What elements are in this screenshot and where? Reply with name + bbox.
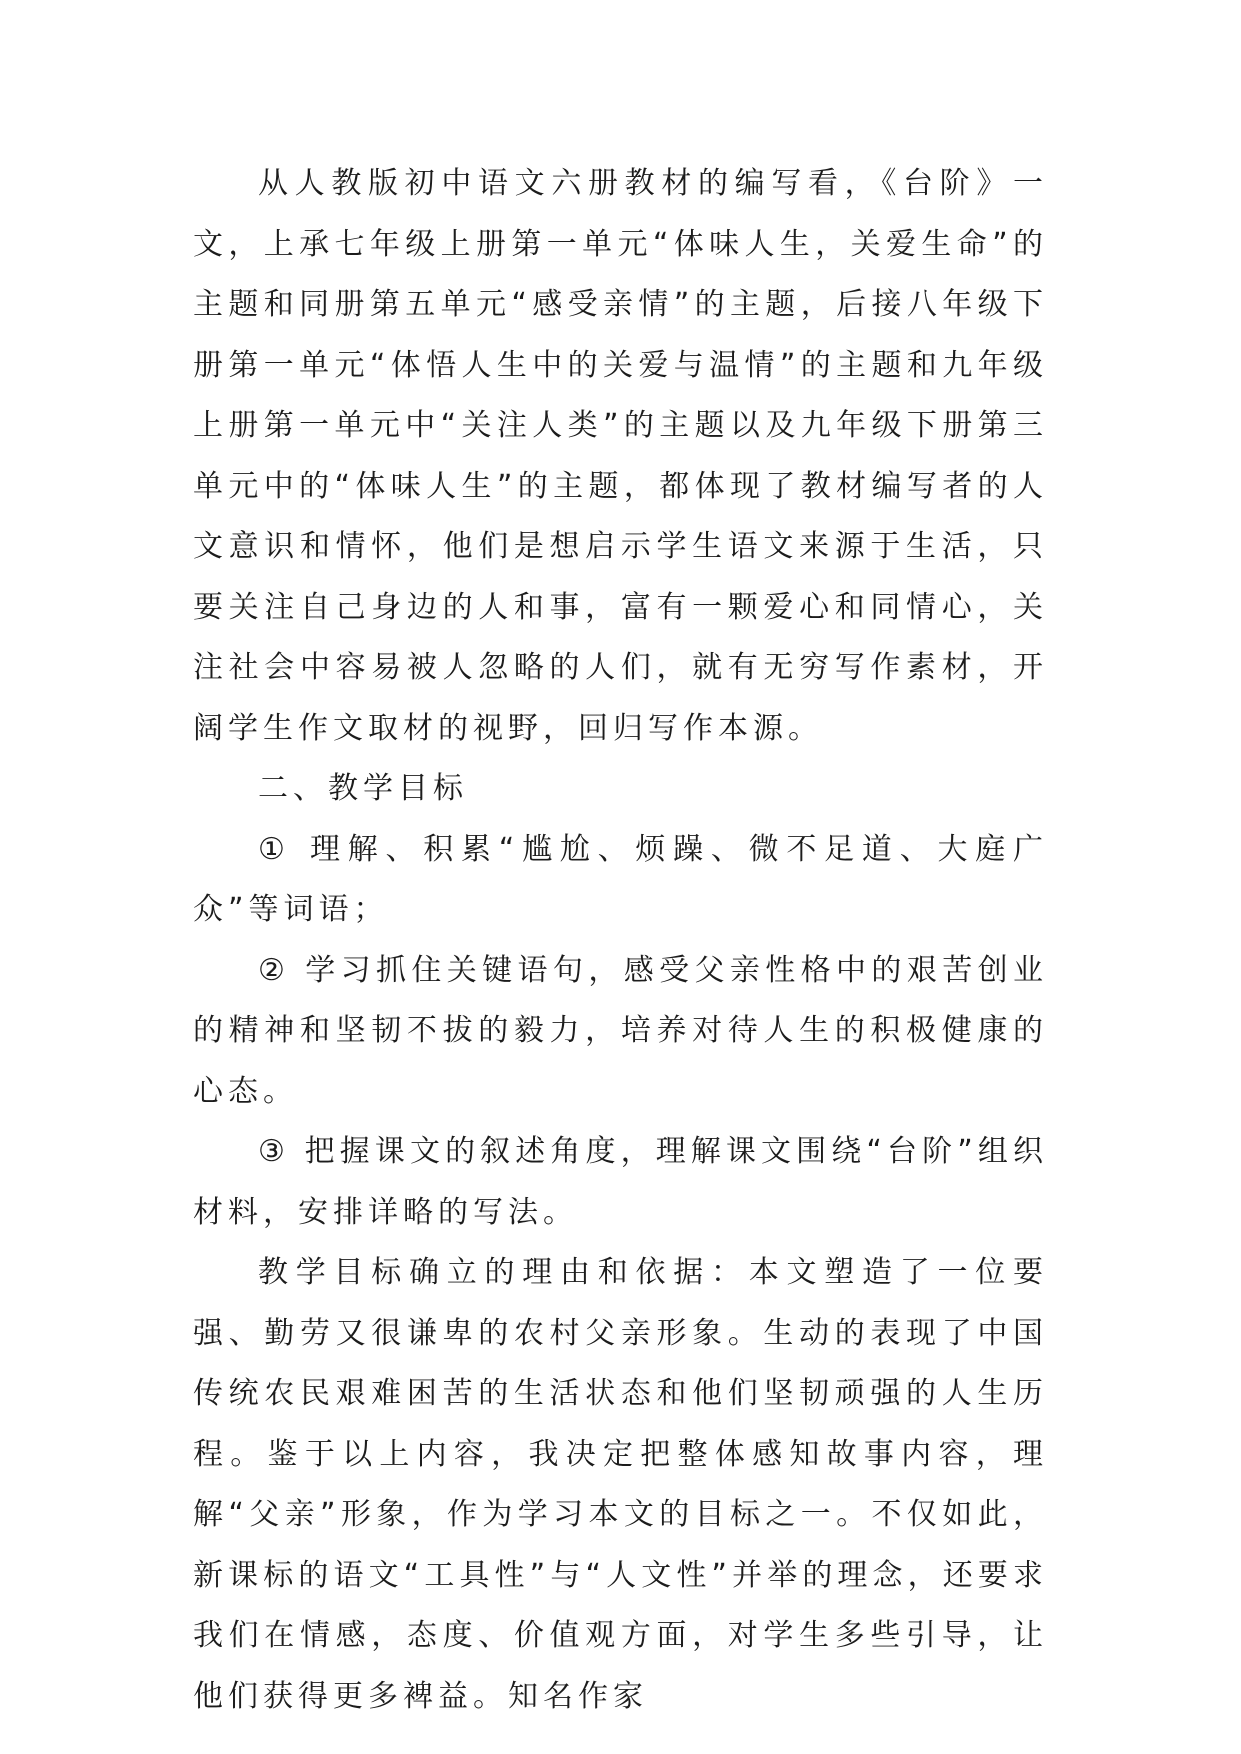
goal-item-1: ① 理解、积累“尴尬、烦躁、微不足道、大庭广众”等词语；: [193, 831, 1048, 927]
paragraph-textbook-analysis: 从人教版初中语文六册教材的编写看，《台阶》一文，上承七年级上册第一单元“体味人生，关爱生命”的主题和同册第五单元“感受亲情”的主题，后接八年级下册第一单元“体悟人生中的关爱与温情”的主题和九年级上册第一单元中“关注人类”的主题以及九年级下册第三单元中的“体味人生”的主题，都体现了教材编写者的人文意识和情怀，他们是想启示学生语文来源于生活，只要关注自己身边的人和事，富有一颗爱心和同情心，关注社会中容易被人忽略的人们，就有无穷写作素材，开阔学生作文取材的视野，回归写作本源。: [193, 166, 1048, 746]
paragraph-goal-rationale: 教学目标确立的理由和依据：本文塑造了一位要强、勤劳又很谦卑的农村父亲形象。生动的表现了中国传统农民艰难困苦的生活状态和他们坚韧顽强的人生历程。鉴于以上内容，我决定把整体感知故事内容，理解“父亲”形象，作为学习本文的目标之一。不仅如此，新课标的语文“工具性”与“人文性”并举的理念，还要求我们在情感，态度、价值观方面，对学生多些引导，让他们获得更多裨益。知名作家: [193, 1255, 1048, 1714]
section-heading-teaching-goals: 二、教学目标: [258, 771, 468, 806]
goal-item-3: ③ 把握课文的叙述角度，理解课文围绕“台阶”组织材料，安排详略的写法。: [193, 1134, 1048, 1230]
goal-item-2: ② 学习抓住关键语句，感受父亲性格中的艰苦创业的精神和坚韧不拔的毅力，培养对待人生的积极健康的心态。: [193, 952, 1048, 1109]
